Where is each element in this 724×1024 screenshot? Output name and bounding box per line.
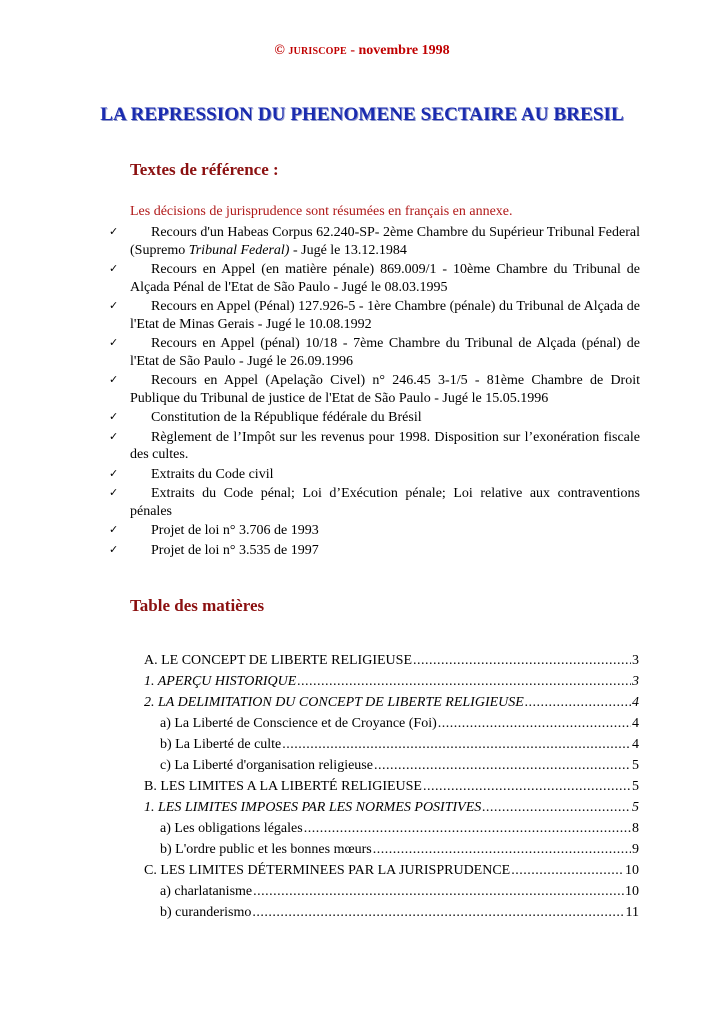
toc-heading: Table des matières — [130, 596, 265, 615]
table-of-contents — [144, 650, 639, 923]
toc-leader-dots — [423, 776, 631, 797]
toc-entry[interactable] — [144, 881, 639, 902]
toc-leader-dots — [373, 839, 631, 860]
reference-item — [109, 466, 640, 484]
toc-entry[interactable] — [144, 776, 639, 797]
reference-text-italic: Tribunal Federal) — [188, 242, 290, 258]
reference-text-suffix: - Jugé le 13.12.1984 — [289, 242, 407, 258]
toc-entry[interactable] — [144, 671, 639, 692]
toc-entry-label[interactable]: 2. LA DELIMITATION DU CONCEPT DE LIBERTE RELIGIEUSE — [144, 695, 524, 710]
checkmark-icon: ✓ — [109, 411, 119, 423]
checkmark-icon: ✓ — [109, 467, 119, 480]
toc-entry[interactable] — [144, 797, 639, 818]
reference-item — [109, 522, 640, 540]
toc-entry-label[interactable]: A. LE CONCEPT DE LIBERTE RELIGIEUSE — [144, 653, 412, 668]
toc-entry-label[interactable]: b) La Liberté de culte — [160, 737, 282, 752]
toc-page-number[interactable]: 4 — [632, 737, 639, 752]
toc-entry[interactable] — [144, 818, 639, 839]
checkmark-icon: ✓ — [109, 543, 119, 556]
reference-text: Règlement de l’Impôt sur les revenus pour 1998. Disposition sur l’exonération fiscale des cultes. — [130, 429, 640, 462]
toc-entry[interactable] — [144, 902, 639, 923]
toc-entry-label[interactable]: B. LES LIMITES A LA LIBERTÉ RELIGIEUSE — [144, 779, 422, 794]
toc-entry-label[interactable]: b) L'ordre public et les bonnes mœurs — [160, 842, 372, 857]
document-title: LA REPRESSION DU PHENOMENE SECTAIRE AU BRESIL — [100, 104, 624, 125]
toc-entry[interactable] — [144, 692, 639, 713]
toc-leader-dots — [304, 818, 631, 839]
header-date: - novembre 1998 — [350, 43, 450, 58]
toc-page-number[interactable]: 8 — [632, 821, 639, 836]
toc-page-number[interactable]: 5 — [632, 758, 639, 773]
checkmark-icon: ✓ — [109, 300, 119, 312]
toc-entry-label[interactable]: 1. APERÇU HISTORIQUE — [144, 674, 297, 689]
toc-page-number[interactable]: 3 — [632, 674, 639, 689]
toc-page-number[interactable]: 10 — [625, 884, 639, 899]
reference-item — [109, 335, 640, 370]
toc-page-number[interactable]: 5 — [632, 779, 639, 794]
toc-entry[interactable] — [144, 755, 639, 776]
toc-entry[interactable] — [144, 713, 639, 734]
reference-text: Recours en Appel (Pénal) 127.926-5 - 1ère Chambre (pénale) du Tribunal de Alçada de l'Etat de Minas Gerais - Jugé le 10.08.1992 — [130, 299, 640, 332]
toc-page-number[interactable]: 11 — [625, 905, 639, 920]
reference-text: Recours en Appel (en matière pénale) 869.009/1 - 10ème Chambre du Tribunal de Alçada Pénal de l'Etat de São Paulo - Jugé le 08.03.1995 — [130, 262, 640, 295]
toc-leader-dots — [413, 650, 631, 671]
checkmark-icon: ✓ — [109, 337, 119, 349]
toc-page-number[interactable]: 9 — [632, 842, 639, 857]
reference-item — [109, 298, 640, 333]
reference-item — [109, 224, 640, 259]
checkmark-icon: ✓ — [109, 263, 119, 275]
toc-entry[interactable] — [144, 839, 639, 860]
toc-entry[interactable] — [144, 860, 639, 881]
toc-leader-dots — [374, 755, 631, 776]
toc-entry-label[interactable]: C. LES LIMITES DÉTERMINEES PAR LA JURISPRUDENCE — [144, 863, 511, 878]
toc-entry[interactable] — [144, 650, 639, 671]
toc-page-number[interactable]: 5 — [632, 800, 639, 815]
toc-leader-dots — [525, 692, 631, 713]
checkmark-icon: ✓ — [109, 430, 119, 443]
checkmark-icon: ✓ — [109, 374, 119, 386]
toc-entry-label[interactable]: a) La Liberté de Conscience et de Croyance (Foi) — [160, 716, 437, 731]
toc-entry-label[interactable]: 1. LES LIMITES IMPOSES PAR LES NORMES POSITIVES — [144, 800, 482, 815]
references-heading: Textes de référence : — [130, 160, 279, 179]
toc-leader-dots — [438, 713, 631, 734]
reference-item — [109, 409, 640, 427]
reference-text: Projet de loi n° 3.535 de 1997 — [151, 542, 319, 558]
toc-leader-dots — [511, 860, 624, 881]
toc-page-number[interactable]: 10 — [625, 863, 639, 878]
reference-text: Extraits du Code pénal; Loi d’Exécution pénale; Loi relative aux contraventions pénales — [130, 486, 640, 519]
references-intro: Les décisions de jurisprudence sont résumées en français en annexe. — [130, 204, 513, 219]
toc-entry[interactable] — [144, 734, 639, 755]
toc-entry-label[interactable]: a) charlatanisme — [160, 884, 253, 899]
checkmark-icon: ✓ — [109, 524, 119, 536]
reference-item — [109, 542, 640, 560]
toc-leader-dots — [282, 734, 631, 755]
page-header — [0, 43, 724, 59]
reference-text: Recours en Appel (pénal) 10/18 - 7ème Chambre du Tribunal de Alçada (pénal) de l'Etat de São Paulo - Jugé le 26.09.1996 — [130, 336, 640, 369]
toc-leader-dots — [297, 671, 631, 692]
reference-text: Projet de loi n° 3.706 de 1993 — [151, 523, 319, 538]
reference-text: Constitution de la République fédérale du Brésil — [151, 410, 422, 425]
reference-text: Recours d'un Habeas Corpus 62.240-SP- 2ème Chambre du Supérieur Tribunal Federal (Supremo — [130, 225, 640, 258]
toc-leader-dots — [252, 902, 624, 923]
checkmark-icon: ✓ — [109, 487, 119, 499]
toc-page-number[interactable]: 4 — [632, 695, 639, 710]
toc-page-number[interactable]: 3 — [632, 653, 639, 668]
toc-entry-label[interactable]: c) La Liberté d'organisation religieuse — [160, 758, 373, 773]
toc-entry-label[interactable]: a) Les obligations légales — [160, 821, 303, 836]
reference-item — [109, 372, 640, 407]
toc-leader-dots — [482, 797, 631, 818]
references-list — [109, 224, 640, 561]
reference-item — [109, 261, 640, 296]
brand-name: JURISCOPE — [288, 46, 347, 57]
toc-leader-dots — [253, 881, 624, 902]
reference-text: Recours en Appel (Apelação Civel) n° 246.45 3-1/5 - 81ème Chambre de Droit Publique du Tribunal de justice de l'Etat de São Paulo - Jugé le 15.05.1996 — [130, 373, 640, 406]
checkmark-icon: ✓ — [109, 226, 119, 238]
copyright-symbol: © — [274, 43, 285, 58]
toc-page-number[interactable]: 4 — [632, 716, 639, 731]
reference-text: Extraits du Code civil — [151, 466, 274, 482]
toc-entry-label[interactable]: b) curanderismo — [160, 905, 252, 920]
reference-item — [109, 485, 640, 520]
reference-item — [109, 429, 640, 464]
